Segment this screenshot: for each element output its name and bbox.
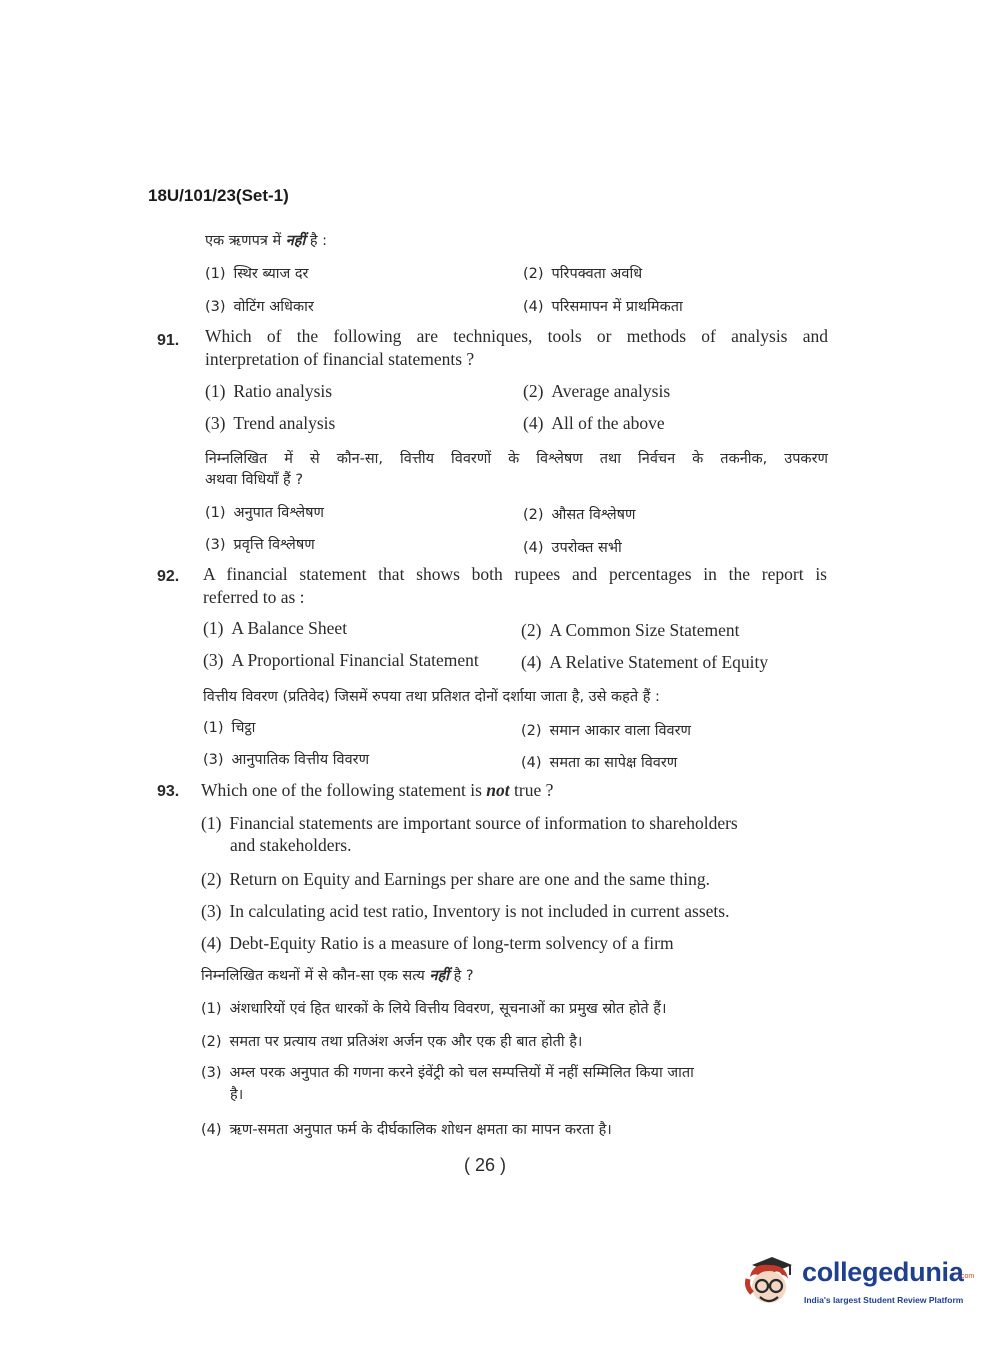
q90-hindi-option-3: (3) वोटिंग अधिकार	[205, 299, 314, 315]
q93-english-stem: Which one of the following statement is not true ?	[201, 780, 554, 800]
q91-option-4: (4) All of the above	[523, 413, 665, 433]
q93-hindi-option-3: (3) अम्ल परक अनुपात की गणना करने इंवेंट्री को चल सम्पत्तियों में नहीं सम्मिलित किया जाता	[201, 1065, 694, 1081]
q91-option-1: (1) Ratio analysis	[205, 381, 333, 401]
q93-hindi-option-2: (2) समता पर प्रत्याय तथा प्रतिअंश अर्जन एक और एक ही बात होती है।	[201, 1034, 583, 1050]
q91-hindi-option-1: (1) अनुपात विश्लेषण	[205, 505, 325, 521]
q92-number: 92.	[157, 568, 180, 585]
logo-tagline: India's largest Student Review Platform	[804, 1295, 964, 1305]
q93-option-2: (2) Return on Equity and Earnings per share are one and the same thing.	[201, 869, 711, 889]
q92-hindi-option-1: (1) चिट्ठा	[203, 720, 256, 736]
q92-hindi-option-2: (2) समान आकार वाला विवरण	[521, 723, 691, 739]
q91-hindi-stem-line1: निम्नलिखित में से कौन-सा, वित्तीय विवरणों के विश्लेषण तथा निर्वचन के तकनीक, उपकरण	[205, 451, 828, 467]
q93-hindi-stem: निम्नलिखित कथनों में से कौन-सा एक सत्य नहीं है ?	[201, 968, 474, 984]
q92-english-stem-line1: A financial statement that shows both rupees and percentages in the report is	[203, 564, 827, 584]
q90-hindi-option-4: (4) परिसमापन में प्राथमिकता	[523, 299, 683, 315]
q90-hindi-stem: एक ऋणपत्र में नहीं है :	[205, 233, 328, 249]
q91-hindi-option-3: (3) प्रवृत्ति विश्लेषण	[205, 537, 315, 553]
q93-hindi-option-4: (4) ऋण-समता अनुपात फर्म के दीर्घकालिक शोधन क्षमता का मापन करता है।	[201, 1122, 612, 1138]
q93-option-1-continued: and stakeholders.	[230, 835, 352, 855]
student-mascot-icon	[742, 1253, 796, 1311]
q91-option-3: (3) Trend analysis	[205, 413, 336, 433]
q92-hindi-option-3: (3) आनुपातिक वित्तीय विवरण	[203, 752, 370, 768]
q91-hindi-option-4: (4) उपरोक्त सभी	[523, 540, 622, 556]
logo-dotcom: .com	[959, 1273, 975, 1280]
q91-english-stem-line2: interpretation of financial statements ?	[205, 349, 475, 369]
q92-option-2: (2) A Common Size Statement	[521, 620, 740, 640]
q92-hindi-option-4: (4) समता का सापेक्ष विवरण	[521, 755, 678, 771]
q93-option-3: (3) In calculating acid test ratio, Inventory is not included in current assets.	[201, 901, 730, 921]
q93-option-4: (4) Debt-Equity Ratio is a measure of long-term solvency of a firm	[201, 933, 674, 953]
q91-english-stem-line1: Which of the following are techniques, tools or methods of analysis and	[205, 326, 828, 346]
q91-option-2: (2) Average analysis	[523, 381, 671, 401]
logo-wordmark: collegedunia	[802, 1257, 964, 1287]
q93-number: 93.	[157, 783, 180, 800]
page-number: ( 26 )	[464, 1155, 507, 1175]
q92-option-3: (3) A Proportional Financial Statement	[203, 650, 479, 670]
paper-code: 18U/101/23(Set-1)	[148, 186, 289, 205]
q92-hindi-stem: वित्तीय विवरण (प्रतिवेद) जिसमें रुपया तथा प्रतिशत दोनों दर्शाया जाता है, उसे कहते हैं :	[203, 689, 660, 705]
q91-hindi-option-2: (2) औसत विश्लेषण	[523, 507, 636, 523]
q92-english-stem-line2: referred to as :	[203, 587, 305, 607]
q91-hindi-stem-line2: अथवा विधियाँ हैं ?	[205, 472, 304, 488]
q92-option-4: (4) A Relative Statement of Equity	[521, 652, 769, 672]
q93-hindi-option-3-continued: है।	[230, 1087, 244, 1103]
q91-number: 91.	[157, 332, 180, 349]
q90-hindi-option-2: (2) परिपक्वता अवधि	[523, 266, 643, 282]
q90-hindi-option-1: (1) स्थिर ब्याज दर	[205, 266, 309, 282]
collegedunia-logo	[742, 1253, 975, 1315]
q92-option-1: (1) A Balance Sheet	[203, 618, 348, 638]
q93-option-1: (1) Financial statements are important source of information to shareholders	[201, 813, 738, 833]
q93-hindi-option-1: (1) अंशधारियों एवं हित धारकों के लिये वित्तीय विवरण, सूचनाओं का प्रमुख स्रोत होते हैं।	[201, 1001, 667, 1017]
